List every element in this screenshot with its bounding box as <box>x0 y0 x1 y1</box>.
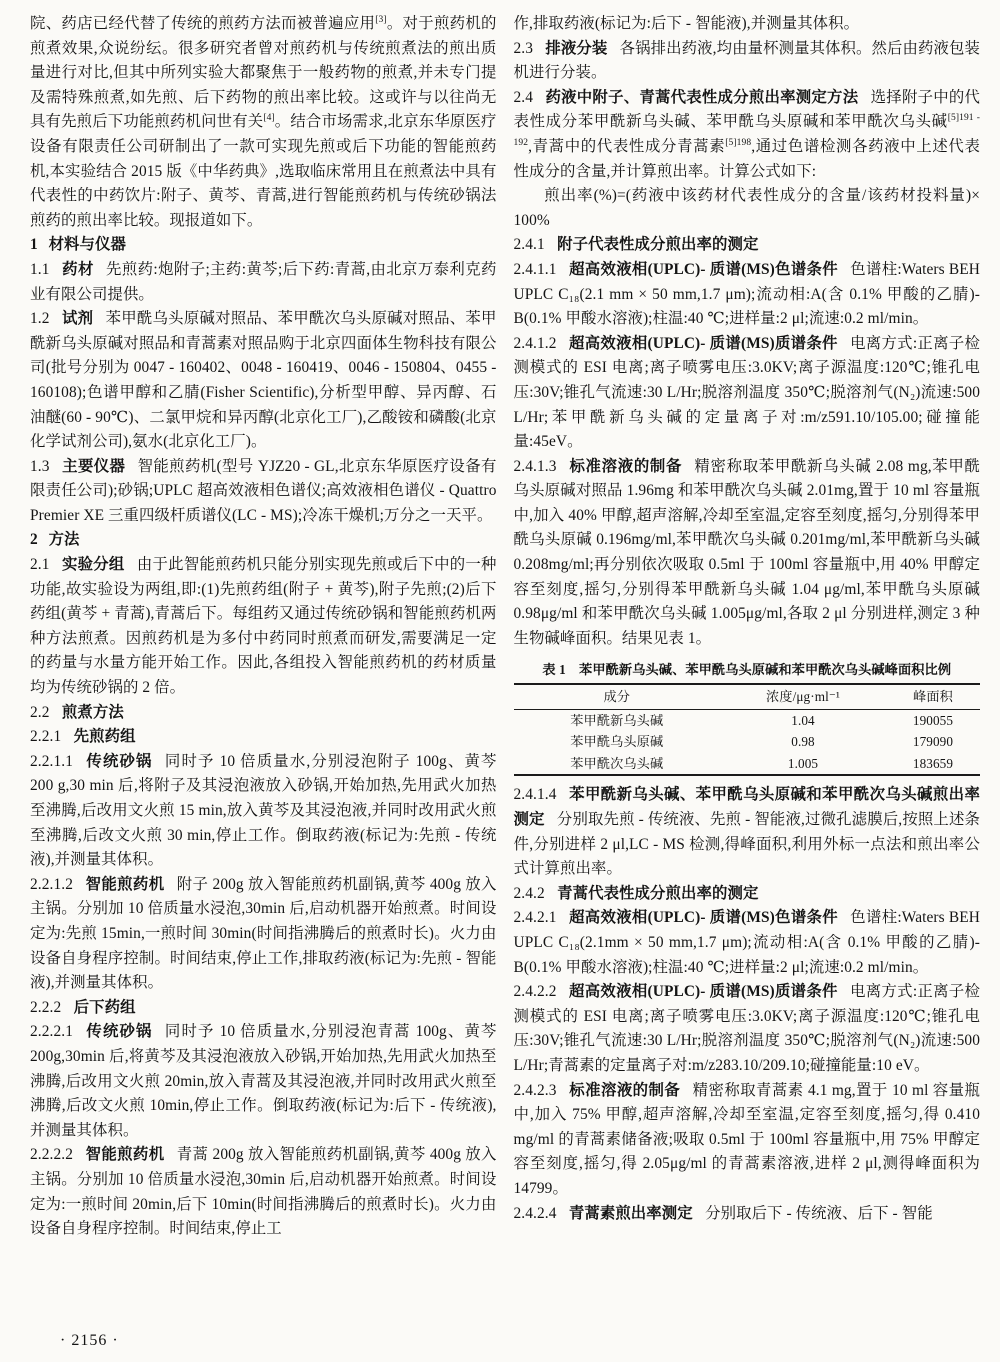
table-cell: 1.04 <box>791 712 815 728</box>
section-1-2 <box>30 307 497 455</box>
paragraph-text: 智能煎药机(型号 YJZ20 - GL,北京东华原医疗设备有限责任公司);砂锅;UPLC 超高效液相色谱仪;高效液相色谱仪 - Quattro Premier XE 三重四级杆质谱仪(LC - MS);冷冻干燥机;万分之一天平。 <box>30 457 497 524</box>
section-number: 2.2.1.2 <box>30 875 74 893</box>
section-number: 2.4.2.2 <box>513 983 557 1001</box>
table-cell: 183659 <box>886 753 980 776</box>
section-2-4-1-3 <box>514 455 981 652</box>
section-2-1 <box>30 553 497 701</box>
reference-superscript: [3] <box>375 14 387 25</box>
paragraph-text: 电离方式:正离子检测模式的 ESI 电离;离子喷雾电压:3.0KV;离子源温度:120℃;锥孔电压:30V;锥孔气流速:30 L/Hr;脱溶剂温度 350℃;脱溶剂气(N₂)流速:500 L/Hr;青蒿素的定量离子对:m/z283.10/209.10;碰撞能量:10 eV。 <box>513 983 980 1074</box>
section-2-4-2-3 <box>514 1079 981 1202</box>
section-2-2-1-1 <box>30 750 497 873</box>
section-2-4-2 <box>514 882 981 907</box>
paragraph-text: 。对于煎药机的煎煮效果,众说纷纭。很多研究者曾对煎药机与传统煎煮法的煎出质量进行对比,但其中所列实验大都聚焦于一般药物的煎煮,并未专门提及需特殊煎煮,如先煎、后下药物的煎出率比较。这或许与以往尚无具有先煎后下功能煎药机问世有关 <box>30 15 497 131</box>
section-title: 超高效液相(UPLC)- 质谱(MS)色谱条件 <box>568 909 838 927</box>
table-header-cell: 成分 <box>514 684 721 709</box>
section-title: 智能煎药机 <box>85 875 165 893</box>
paragraph-text: 色谱柱:Waters BEH UPLC C₁₈(2.1mm × 50 mm,1.7 μm);流动相:A(含 0.1% 甲酸的乙腈)- B(0.1% 甲酸水溶液);柱温:40 ℃;进样量:2 μl;流速:0.2 ml/min。 <box>513 909 980 976</box>
table-row <box>514 709 981 731</box>
section-title: 标准溶液的制备 <box>568 1081 681 1099</box>
paragraph-text: ,通过色谱检测各药液中上述代表性成分的含量,并计算煎出率。计算公式如下: <box>513 137 980 180</box>
section-number: 2.2.1.1 <box>30 752 74 770</box>
paragraph-text: 选择附子中的代表性成分苯甲酰新乌头碱、苯甲酰乌头原碱和苯甲酰次乌头碱 <box>513 88 980 131</box>
section-number: 2 <box>30 531 38 549</box>
continuation-paragraph <box>514 12 981 37</box>
section-number: 2.2 <box>30 703 50 721</box>
paragraph-text: 。结合市场需求,北京东华原医疗设备有限责任公司研制出了一款可实现先煎或后下功能的智能煎药机,本实验结合 2015 版《中华药典》,选取临床常用且在煎煮法中具有代表性的中药饮片:附子、黄芩、青蒿,进行智能煎药机与传统砂锅法煎药的煎出率比较。现报道如下。 <box>30 113 497 229</box>
section-number: 2.4.1.1 <box>513 260 557 278</box>
section-title: 排液分装 <box>545 39 608 57</box>
paragraph-text: ,青蒿中的代表性成分青蒿素 <box>528 137 726 155</box>
table-cell: 苯甲酰新乌头碱 <box>570 712 664 728</box>
table-header-cell: 浓度/μg·ml⁻¹ <box>720 684 886 709</box>
paragraph-text: 精密称取苯甲酰新乌头碱 2.08 mg,苯甲酰乌头原碱对照品 1.96mg 和苯甲酰次乌头碱 2.01mg,置于 10 ml 容量瓶中,加入 40% 甲醇,超声溶解,冷却至室温,定容至刻度,摇匀,分别得苯甲酰乌头原碱 0.196mg/ml,苯甲酰次乌头碱 0.201mg/ml,苯甲酰新乌头碱 0.208mg/ml;再分别依次吸取 0.5ml 于 100ml 容量瓶中,用 40% 甲醇定容至刻度,摇匀,分别得苯甲酰新乌头碱 1.04 μg/ml,苯甲酰乌头原碱 0.98μg/ml 和苯甲酰次乌头碱 1.005μg/ml,各取 2 μl 分别进样,测定 3 种生物碱峰面积。结果见表 1。 <box>513 457 980 647</box>
section-title: 药材 <box>61 260 94 278</box>
section-number: 2.3 <box>513 39 534 57</box>
section-title: 实验分组 <box>61 556 125 574</box>
paragraph-text: 色谱柱:Waters BEH UPLC C₁₈(2.1 mm × 50 mm,1.7 μm);流动相:A(含 0.1% 甲酸的乙腈)- B(0.1% 甲酸水溶液);柱温:40 ℃;进样量:2 μl;流速:0.2 ml/min。 <box>513 260 980 328</box>
section-heading-1 <box>30 233 497 258</box>
section-number: 2.2.2 <box>30 998 62 1016</box>
section-number: 2.2.2.2 <box>30 1146 74 1164</box>
section-title: 试剂 <box>61 310 94 328</box>
section-2-2-1 <box>30 725 497 750</box>
section-2-4-1-2 <box>514 332 981 455</box>
section-number: 2.2.2.1 <box>30 1023 74 1041</box>
paragraph-text: 附子 200g 放入智能煎药机副锅,黄芩 400g 放入主锅。分别加 10 倍质量水浸泡,30min 后,启动机器开始煎煮。时间设定为:先煎 15min,一煎时间 30min(时间指沸腾后的煎煮时长)。火力由设备自身程序控制。时间结束,停止工作,排取药液(标记为:先煎 - 智能液),并测量其体积。 <box>30 875 497 992</box>
section-number: 2.4.1.3 <box>513 457 557 475</box>
page-number: · 2156 · <box>60 1332 119 1349</box>
table-row <box>514 753 981 776</box>
section-title: 传统砂锅 <box>85 1023 153 1041</box>
paragraph-text: 院、药店已经代替了传统的煎药方法而被普遍应用 <box>30 15 376 32</box>
section-number: 2.4.2.3 <box>513 1081 557 1099</box>
section-title: 材料与仪器 <box>48 236 127 254</box>
reference-superscript: [4] <box>263 113 275 124</box>
table-cell: 1.005 <box>720 753 886 776</box>
paragraph-text: 苯甲酰乌头原碱对照品、苯甲酰次乌头原碱对照品、苯甲酰新乌头原碱对照品和青蒿素对照品购于北京四面体生物科技有限公司(批号分别为 0047 - 160402、0048 - 160419、0046 - 150804、0455 - 160108);色谱甲醇和乙腈(Fisher Scientific),分析型甲醇、异丙醇、石油醚(60 - 90℃)、二氯甲烷和异丙醇(北京化工厂),乙酸铵和磷酸(北京化学试剂公司),氨水(北京化工厂)。 <box>30 310 497 451</box>
table-caption: 表 1 苯甲酰新乌头碱、苯甲酰乌头原碱和苯甲酰次乌头碱峰面积比例 <box>542 662 952 678</box>
section-title: 苯甲酰新乌头碱、苯甲酰乌头原碱和苯甲酰次乌头碱煎出率测定 <box>513 786 980 829</box>
section-title: 青蒿素煎出率测定 <box>568 1204 693 1222</box>
section-number: 1 <box>30 236 38 254</box>
section-2-2-2-2 <box>30 1143 497 1241</box>
section-number: 2.4.2.4 <box>513 1204 557 1222</box>
section-2-2-1-2 <box>30 873 497 996</box>
section-title: 超高效液相(UPLC)- 质谱(MS)色谱条件 <box>568 260 838 278</box>
table-cell: 苯甲酰次乌头碱 <box>514 753 721 776</box>
paragraph-text: 分别取后下 - 传统液、后下 - 智能 <box>705 1204 933 1222</box>
section-title: 后下药组 <box>73 998 136 1016</box>
paragraph-text: 先煎药:炮附子;主药:黄芩;后下药:青蒿,由北京万泰利克药业有限公司提供。 <box>30 260 497 303</box>
section-2-2-2-1 <box>30 1020 497 1143</box>
section-title: 先煎药组 <box>73 728 136 746</box>
formula-text: 煎出率(%)=(药液中该药材代表性成分的含量/该药材投料量)× 100% <box>513 187 980 229</box>
section-2-2 <box>30 701 497 726</box>
section-title: 主要仪器 <box>61 457 126 475</box>
right-column <box>514 12 981 1362</box>
paragraph-text: 由于此智能煎药机只能分别实现先煎或后下中的一种功能,故实验设为两组,即:(1)先煎药组(附子 + 黄芩),附子先煎;(2)后下药组(黄芩 + 青蒿),青蒿后下。每组药又通过传统砂锅和智能煎药机两种方法煎煮。因煎药机是为多付中药同时煎煮而研发,需要满足一定的药量与水量方能开始工作。因此,各组投入智能煎药机的药材质量均为传统砂锅的 2 倍。 <box>30 556 497 697</box>
section-heading-2 <box>30 528 497 553</box>
section-number: 2.4.2 <box>513 884 545 902</box>
left-column <box>30 12 497 1362</box>
paragraph-text: 各锅排出药液,均由量杯测量其体积。然后由药液包装机进行分装。 <box>513 39 981 82</box>
section-title: 附子代表性成分煎出率的测定 <box>557 236 759 254</box>
section-number: 1.1 <box>30 260 50 278</box>
section-number: 2.4.1 <box>513 236 545 254</box>
formula-paragraph <box>514 184 981 233</box>
paragraph-text: 青蒿 200g 放入智能煎药机副锅,黄芩 400g 放入主锅。分别加 10 倍质量水浸泡,30min 后,启动机器开始煎煮。时间设定为:一煎时间 20min,后下 10min(时间指沸腾后的煎煮时长)。火力由设备自身程序控制。时间结束,停止工 <box>30 1146 497 1238</box>
section-title: 方法 <box>48 531 80 549</box>
table-1 <box>514 683 981 776</box>
table-header-row <box>514 684 981 709</box>
table-row <box>514 731 981 753</box>
reference-superscript: [5]198 <box>725 137 752 148</box>
reference-superscript: [5]191 - 192 <box>513 113 980 148</box>
section-2-4-2-2 <box>514 980 981 1078</box>
table-cell: 190055 <box>912 712 954 728</box>
section-2-2-2 <box>30 996 497 1021</box>
section-title: 青蒿代表性成分煎出率的测定 <box>557 884 759 902</box>
section-2-4-2-4 <box>514 1202 981 1227</box>
intro-paragraph <box>30 12 497 233</box>
table-cell: 179090 <box>912 734 954 750</box>
section-number: 2.4.1.4 <box>513 786 557 804</box>
section-title: 传统砂锅 <box>85 752 153 770</box>
section-title: 药液中附子、青蒿代表性成分煎出率测定方法 <box>545 88 859 106</box>
paragraph-text: 精密称取青蒿素 4.1 mg,置于 10 ml 容量瓶中,加入 75% 甲醇,超声溶解,冷却至室温,定容至刻度,摇匀,得 0.410 mg/ml 的青蒿素储备液;吸取 0.5ml 于 100ml 容量瓶中,用 75% 甲醇定容至刻度,摇匀,得 2.05μg/ml 的青蒿素溶液,进样 2 μl,测得峰面积为 14799。 <box>513 1081 980 1197</box>
section-title: 煎煮方法 <box>61 703 124 721</box>
paragraph-text: 分别取先煎 - 传统液、先煎 - 智能液,过微孔滤膜后,按照上述条件,分别进样 2 μl,LC - MS 检测,得峰面积,利用外标一点法和煎出率公式计算煎出率。 <box>513 811 980 878</box>
section-title: 超高效液相(UPLC)- 质谱(MS)质谱条件 <box>568 334 838 352</box>
section-number: 1.2 <box>30 310 50 328</box>
section-2-4-1 <box>514 233 981 258</box>
section-1-1 <box>30 258 497 307</box>
section-2-3 <box>514 37 981 86</box>
section-2-4-1-1 <box>514 258 981 332</box>
section-2-4-2-1 <box>514 906 981 980</box>
section-number: 2.4.1.2 <box>513 334 557 352</box>
table-cell: 0.98 <box>791 734 815 750</box>
table-1-block <box>514 660 981 776</box>
section-number: 1.3 <box>30 457 50 475</box>
section-number: 2.1 <box>30 556 50 574</box>
table-cell: 苯甲酰乌头原碱 <box>570 734 664 750</box>
section-title: 标准溶液的制备 <box>568 457 683 475</box>
section-2-4 <box>514 86 981 184</box>
section-number: 2.4 <box>513 88 534 106</box>
paragraph-text: 同时予 10 倍质量水,分别浸泡附子 100g、黄芩 200 g,30 min 后,将附子及其浸泡液放入砂锅,开始加热,先用武火加热至沸腾,后改用文火煎 15 min,放入黄芩及其浸泡液,并同时改用武火煎至沸腾,后改文火煎 30 min,停止工作。倒取药液(标记为:先煎 - 传统液),并测量其体积。 <box>30 752 497 869</box>
paragraph-text: 同时予 10 倍质量水,分别浸泡青蒿 100g、黄芩 200g,30min 后,将黄芩及其浸泡液放入砂锅,开始加热,先用武火加热至沸腾,后改用文火煎 20min,放入青蒿及其浸泡液,并同时改用武火煎至沸腾,后改文火煎 10min,停止工作。倒取药液(标记为:后下 - 传统液),并测量其体积。 <box>30 1023 497 1139</box>
paragraph-text: 作,排取药液(标记为:后下 - 智能液),并测量其体积。 <box>513 15 860 32</box>
section-number: 2.2.1 <box>30 728 62 746</box>
section-title: 超高效液相(UPLC)- 质谱(MS)质谱条件 <box>568 983 838 1001</box>
paragraph-text: 电离方式:正离子检测模式的 ESI 电离;离子喷雾电压:3.0KV;离子源温度:120℃;锥孔电压:30V;锥孔气流速:30 L/Hr;脱溶剂温度 350℃;脱溶剂气(N₂)流速:500 L/Hr;苯甲酰新乌头碱的定量离子对:m/z591.10/105.00;碰撞能量:45eV。 <box>513 334 980 451</box>
section-number: 2.4.2.1 <box>513 909 557 927</box>
table-header-cell: 峰面积 <box>886 684 980 709</box>
section-1-3 <box>30 455 497 529</box>
section-2-4-1-4 <box>514 783 981 881</box>
section-title: 智能煎药机 <box>85 1146 165 1164</box>
